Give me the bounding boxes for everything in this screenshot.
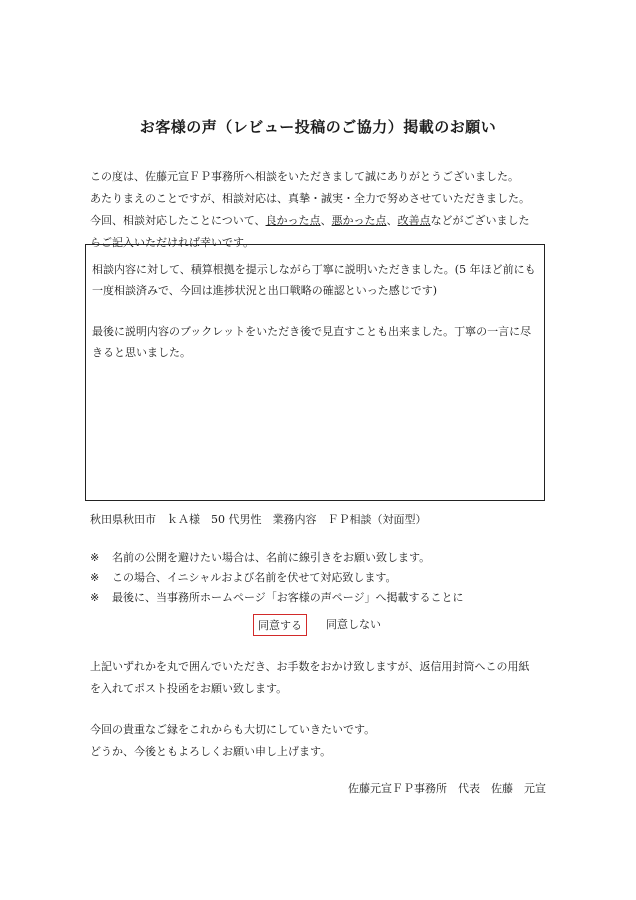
instructions-line-2: を入れてポスト投函をお願い致します。 [90, 682, 288, 695]
agree-option[interactable]: 同意する [253, 614, 307, 636]
note-mark: ※ [90, 591, 100, 604]
note-mark: ※ [90, 551, 100, 564]
intro-line-1: この度は、佐藤元宣ＦＰ事務所へ相談をいただきまして誠にありがとうございました。 [90, 170, 519, 183]
review-line-2: 一度相談済みで、今回は進捗状況と出口戦略の確認といった感じです) [92, 284, 438, 297]
review-line-4: きると思いました。 [92, 346, 191, 359]
instructions-line-1: 上記いずれかを丸で囲んでいただき、お手数をおかけ致しますが、返信用封筒へこの用紙 [90, 660, 530, 673]
return-instructions [90, 656, 530, 700]
good-points-text: 良かった点 [265, 214, 321, 227]
bad-points-text: 悪かった点 [331, 214, 387, 227]
review-comment-box [85, 244, 545, 501]
intro-line-4: らご記入いただければ幸いです。 [90, 236, 255, 249]
improvement-points-text: 改善点 [397, 214, 431, 227]
intro-line-3-prefix: 今回、相談対応したことについて、 [90, 214, 266, 227]
intro-separator-1: 、 [320, 214, 332, 227]
closing-line-2: どうか、今後ともよろしくお願い申し上げます。 [90, 745, 332, 758]
intro-line-3 [90, 210, 560, 232]
closing-line-1: 今回の貴重なご縁をこれからも大切にしていきたいです。 [90, 723, 376, 736]
note-item [90, 548, 464, 568]
intro-separator-2: 、 [386, 214, 398, 227]
note-item [90, 588, 464, 608]
closing-message [90, 719, 375, 763]
intro-line-2: あたりまえのことですが、相談対応は、真摯・誠実・全力で努めさせていただきました。 [90, 192, 530, 205]
consent-options [0, 614, 636, 638]
document-title: お客様の声（レビュー投稿のご協力）掲載のお願い [139, 118, 497, 136]
signature: 佐藤元宣ＦＰ事務所 代表 佐藤 元宣 [348, 782, 546, 795]
customer-info: 秋田県秋田市 ｋＡ様 50 代男性 業務内容 ＦＰ相談（対面型） [90, 513, 427, 526]
note-text: この場合、イニシャルおよび名前を伏せて対応致します。 [112, 571, 397, 584]
intro-paragraph [90, 166, 560, 254]
note-text: 名前の公開を避けたい場合は、名前に線引きをお願い致します。 [112, 551, 431, 564]
disagree-option[interactable]: 同意しない [322, 614, 385, 636]
review-line-3: 最後に説明内容のブックレットをいただき後で見直すことも出来ました。丁寧の一言に尽 [92, 325, 532, 338]
notes-list [90, 548, 464, 608]
intro-line-3-suffix: などがございました [430, 214, 530, 227]
note-mark: ※ [90, 571, 100, 584]
review-line-1: 相談内容に対して、積算根拠を提示しながら丁寧に説明いただきました。(5 年ほど前にも [92, 263, 536, 276]
note-text: 最後に、当事務所ホームページ「お客様の声ページ」へ掲載することに [112, 591, 464, 604]
note-item [90, 568, 464, 588]
